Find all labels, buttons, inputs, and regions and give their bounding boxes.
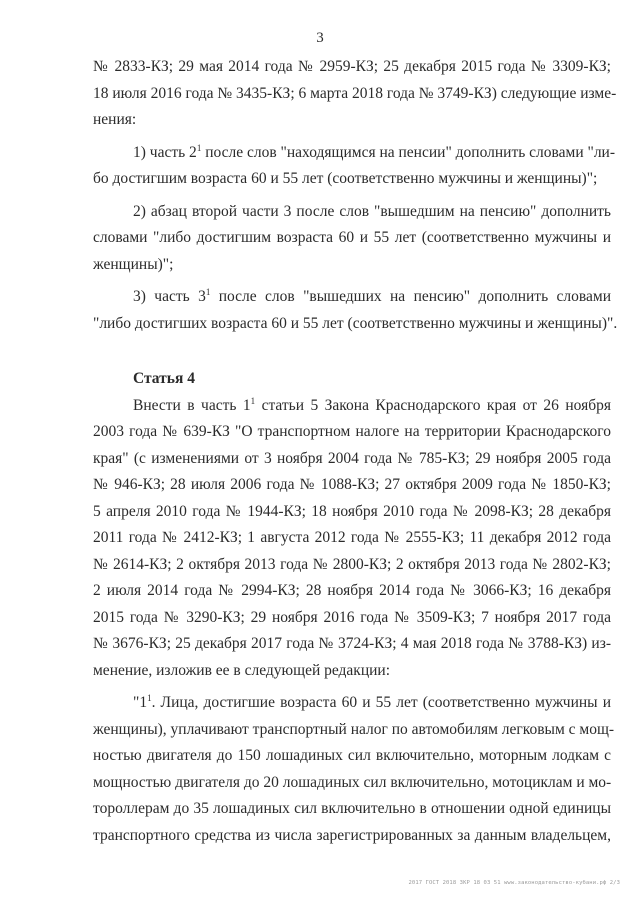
text-line: № 2833-КЗ; 29 мая 2014 года № 2959-КЗ; 25 декабря 2015 года № 3309-КЗ; — [93, 58, 611, 75]
superscript: 1 — [205, 287, 211, 297]
text-line: женщины), уплачивают транспортный налог по автомобилям легковым с мощ- — [93, 720, 615, 738]
text-fragment: 1) часть 2 — [133, 143, 197, 161]
text-line: № 3676-КЗ; 25 декабря 2017 года № 3724-КЗ; 4 мая 2018 года № 3788-КЗ) из- — [93, 635, 611, 652]
text-line: 2011 года № 2412-КЗ; 1 августа 2012 года № 2555-КЗ; 11 декабря 2012 года — [93, 529, 611, 546]
text-line: ностью двигателя до 150 лошадиных сил включительно, моторным лодкам с — [93, 747, 611, 764]
footer-stamp: 2017 ГОСТ 2018 ЗКР 18 03 51 www.законодательство-кубани.рф 2/3 — [408, 880, 620, 886]
text-line: 5 апреля 2010 года № 1944-КЗ; 18 ноября 2010 года № 2098-КЗ; 28 декабря — [93, 502, 611, 520]
text-line: края" (с изменениями от 3 ноября 2004 года № 785-КЗ; 29 ноября 2005 года — [93, 449, 611, 467]
text-line: 2 июля 2014 года № 2994-КЗ; 28 ноября 2014 года № 3066-КЗ; 16 декабря — [93, 582, 611, 599]
text-fragment: после слов "находящимся на пенсии" дополнить словами "ли- — [201, 143, 616, 161]
text-line: словами "либо достигшим возраста 60 и 55 лет (соответственно мужчины и — [93, 229, 611, 246]
article-heading: Статья 4 — [133, 370, 195, 387]
text-line: 2003 года № 639-КЗ "О транспортном налоге на территории Краснодарского — [93, 423, 611, 440]
page-number: 3 — [316, 30, 324, 46]
text-line: нения: — [93, 111, 137, 128]
text-fragment: статьи 5 Закона Краснодарского края от 26 ноября — [255, 396, 611, 414]
text-line: менение, изложив ее в следующей редакции: — [93, 661, 391, 679]
amendment-item-2: 2) абзац второй части 3 после слов "вышедшим на пенсию" дополнить — [133, 202, 611, 220]
text-line: № 2614-КЗ; 2 октября 2013 года № 2800-КЗ; 2 октября 2013 года № 2802-КЗ; — [93, 555, 611, 573]
amendment-item-1 — [93, 140, 616, 167]
text-fragment: . Лица, достигшие возраста 60 и 55 лет (соответственно мужчины и — [151, 694, 611, 711]
superscript: 1 — [196, 142, 202, 153]
superscript: 1 — [147, 693, 152, 703]
text-line: 18 июля 2016 года № 3435-КЗ; 6 марта 2018 года № 3749-КЗ) следующие изме- — [93, 84, 617, 102]
text-line: женщины)"; — [93, 255, 174, 273]
quoted-paragraph — [93, 690, 611, 717]
text-fragment: Внести в часть 1 — [133, 396, 251, 414]
document-body — [93, 54, 618, 849]
text-fragment: после слов "вышедших на пенсию" дополнить словами — [210, 288, 611, 305]
text-line: мощностью двигателя до 20 лошадиных сил включительно, мотоциклам и мо- — [93, 773, 612, 791]
text-line: тороллерам до 35 лошадиных сил включительно в отношении одной единицы — [93, 800, 611, 817]
text-fragment: 3) часть 3 — [133, 288, 206, 305]
amendment-item-3 — [93, 284, 611, 311]
text-line: "либо достигших возраста 60 и 55 лет (соответственно мужчины и женщины)". — [93, 314, 618, 332]
text-line: 2015 года № 3290-КЗ; 29 ноября 2016 года № 3509-КЗ; 7 ноября 2017 года — [93, 608, 611, 626]
superscript: 1 — [250, 395, 256, 406]
article-4-paragraph — [93, 393, 611, 420]
text-fragment: "1 — [133, 694, 148, 711]
text-line: транспортного средства из числа зарегистрированных за данным владельцем, — [93, 826, 611, 844]
text-line: бо достигшим возраста 60 и 55 лет (соответственно мужчины и женщины)"; — [93, 170, 598, 187]
text-line: № 946-КЗ; 28 июля 2006 года № 1088-КЗ; 27 октября 2009 года № 1850-КЗ; — [93, 476, 611, 493]
